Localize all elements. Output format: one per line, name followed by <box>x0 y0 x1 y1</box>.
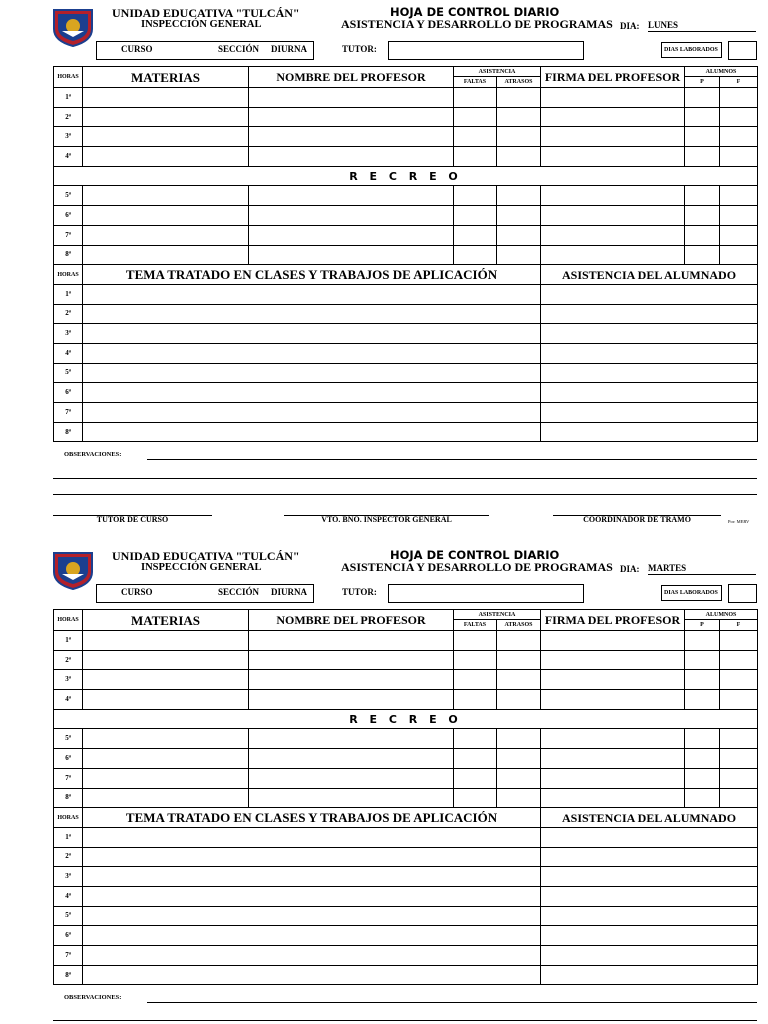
department-name: INSPECCIÓN GENERAL <box>141 562 262 573</box>
course-label: CURSO <box>121 587 153 597</box>
hour-label: 8ª <box>54 965 83 985</box>
schedule-table <box>53 609 758 985</box>
hour-label: 6ª <box>54 383 83 403</box>
col-horas: HORAS <box>54 67 83 88</box>
table-row[interactable] <box>54 343 758 363</box>
col-profesor: NOMBRE DEL PROFESOR <box>249 67 454 88</box>
days-worked-label: DIAS LABORADOS <box>664 590 718 596</box>
col-horas: HORAS <box>54 610 83 631</box>
table-row[interactable] <box>54 886 758 906</box>
hour-label: 4ª <box>54 886 83 906</box>
tutor-field[interactable] <box>388 584 584 603</box>
table-row[interactable] <box>54 847 758 867</box>
col-f: F <box>720 77 758 88</box>
col-asistencia: ASISTENCIA <box>454 610 541 620</box>
col-horas-2: HORAS <box>54 808 83 828</box>
hour-label: 5ª <box>54 906 83 926</box>
school-name: UNIDAD EDUCATIVA "TULCÁN" <box>112 549 300 563</box>
col-alumnos: ALUMNOS <box>685 610 758 620</box>
col-atrasos: ATRASOS <box>497 620 541 631</box>
hour-label: 1ª <box>54 631 83 651</box>
table-row[interactable] <box>54 867 758 887</box>
table-row[interactable] <box>54 788 758 808</box>
school-seal-logo <box>52 550 94 590</box>
hour-label: 5ª <box>54 729 83 749</box>
author-note: Por: MERV <box>728 519 750 524</box>
course-label: CURSO <box>121 44 153 54</box>
col-materias: MATERIAS <box>83 67 249 88</box>
days-worked-label-box <box>661 585 722 601</box>
col-atrasos: ATRASOS <box>497 77 541 88</box>
hour-label: 7ª <box>54 403 83 423</box>
days-worked-field[interactable] <box>728 584 757 603</box>
day-label: DIA: <box>620 21 640 31</box>
hour-label: 1ª <box>54 284 83 304</box>
hour-label: 4ª <box>54 690 83 710</box>
form-title: HOJA DE CONTROL DIARIO <box>390 5 560 19</box>
day-label: DIA: <box>620 564 640 574</box>
table-row[interactable] <box>54 422 758 442</box>
col-f: F <box>720 620 758 631</box>
table-row[interactable] <box>54 965 758 985</box>
table-row[interactable] <box>54 245 758 265</box>
hour-label: 2ª <box>54 304 83 324</box>
col-alumnos: ALUMNOS <box>685 67 758 77</box>
hour-label: 2ª <box>54 650 83 670</box>
coordinador-label: COORDINADOR DE TRAMO <box>583 515 691 524</box>
table-row[interactable] <box>54 690 758 710</box>
col-materias: MATERIAS <box>83 610 249 631</box>
control-sheet-martes <box>0 543 768 1024</box>
hour-label: 8ª <box>54 422 83 442</box>
observaciones-line[interactable] <box>147 1002 757 1003</box>
table-row[interactable] <box>54 304 758 324</box>
hour-label: 3ª <box>54 670 83 690</box>
observaciones-label: OBSERVACIONES: <box>64 994 122 1001</box>
table-row[interactable] <box>54 670 758 690</box>
col-firma: FIRMA DEL PROFESOR <box>541 610 685 631</box>
hour-label: 2ª <box>54 847 83 867</box>
department-name: INSPECCIÓN GENERAL <box>141 19 262 30</box>
table-row[interactable] <box>54 88 758 108</box>
form-title: HOJA DE CONTROL DIARIO <box>390 548 560 562</box>
section-label: SECCIÓN <box>218 587 260 597</box>
tutor-curso-label: TUTOR DE CURSO <box>96 515 169 524</box>
col-tema: TEMA TRATADO EN CLASES Y TRABAJOS DE APLICACIÓN <box>83 808 541 828</box>
section-value: DIURNA <box>271 44 307 54</box>
day-value[interactable]: LUNES <box>648 20 756 32</box>
course-section-box[interactable] <box>96 584 314 603</box>
hour-label: 3ª <box>54 324 83 344</box>
tutor-field[interactable] <box>388 41 584 60</box>
hour-label: 4ª <box>54 343 83 363</box>
table-row[interactable] <box>54 363 758 383</box>
hour-label: 5ª <box>54 363 83 383</box>
table-row[interactable] <box>54 324 758 344</box>
observaciones-line[interactable] <box>53 494 757 495</box>
table-row[interactable] <box>54 403 758 423</box>
day-value[interactable]: MARTES <box>648 563 756 575</box>
hour-label: 5ª <box>54 186 83 206</box>
inspector-label: VTO. BNO. INSPECTOR GENERAL <box>321 515 452 524</box>
form-subtitle: ASISTENCIA Y DESARROLLO DE PROGRAMAS <box>341 17 613 31</box>
col-p: P <box>685 620 720 631</box>
table-row[interactable] <box>54 749 758 769</box>
table-row[interactable] <box>54 631 758 651</box>
tutor-label: TUTOR: <box>342 587 377 597</box>
hour-label: 7ª <box>54 225 83 245</box>
table-row[interactable] <box>54 827 758 847</box>
hour-label: 6ª <box>54 206 83 226</box>
table-row[interactable] <box>54 383 758 403</box>
table-row[interactable] <box>54 107 758 127</box>
table-row[interactable] <box>54 284 758 304</box>
hour-label: 1ª <box>54 827 83 847</box>
hour-label: 8ª <box>54 245 83 265</box>
col-p: P <box>685 77 720 88</box>
hour-label: 7ª <box>54 768 83 788</box>
course-section-box[interactable] <box>96 41 314 60</box>
table-row[interactable] <box>54 206 758 226</box>
observaciones-line[interactable] <box>147 459 757 460</box>
hour-label: 1ª <box>54 88 83 108</box>
school-name: UNIDAD EDUCATIVA "TULCÁN" <box>112 6 300 20</box>
section-value: DIURNA <box>271 587 307 597</box>
hour-label: 6ª <box>54 749 83 769</box>
table-row[interactable] <box>54 729 758 749</box>
hour-label: 7ª <box>54 946 83 966</box>
table-row[interactable] <box>54 147 758 167</box>
table-row[interactable] <box>54 926 758 946</box>
observaciones-line[interactable] <box>53 1020 757 1021</box>
col-asistencia: ASISTENCIA <box>454 67 541 77</box>
section-label: SECCIÓN <box>218 44 260 54</box>
schedule-table <box>53 66 758 442</box>
col-tema: TEMA TRATADO EN CLASES Y TRABAJOS DE APLICACIÓN <box>83 265 541 285</box>
table-row[interactable] <box>54 650 758 670</box>
tutor-label: TUTOR: <box>342 44 377 54</box>
hour-label: 8ª <box>54 788 83 808</box>
observaciones-line[interactable] <box>53 478 757 479</box>
col-faltas: FALTAS <box>454 620 497 631</box>
col-profesor: NOMBRE DEL PROFESOR <box>249 610 454 631</box>
col-asistencia-alumnado: ASISTENCIA DEL ALUMNADO <box>541 808 758 828</box>
col-firma: FIRMA DEL PROFESOR <box>541 67 685 88</box>
hour-label: 4ª <box>54 147 83 167</box>
table-row[interactable] <box>54 127 758 147</box>
observaciones-label: OBSERVACIONES: <box>64 451 122 458</box>
school-seal-logo <box>52 7 94 47</box>
table-row[interactable] <box>54 186 758 206</box>
col-horas-2: HORAS <box>54 265 83 285</box>
form-subtitle: ASISTENCIA Y DESARROLLO DE PROGRAMAS <box>341 560 613 574</box>
days-worked-label: DIAS LABORADOS <box>664 47 718 53</box>
recess-row: R E C R E O <box>54 166 758 186</box>
hour-label: 3ª <box>54 127 83 147</box>
hour-label: 2ª <box>54 107 83 127</box>
recess-row: R E C R E O <box>54 709 758 729</box>
hour-label: 3ª <box>54 867 83 887</box>
table-row[interactable] <box>54 946 758 966</box>
table-row[interactable] <box>54 906 758 926</box>
col-faltas: FALTAS <box>454 77 497 88</box>
days-worked-field[interactable] <box>728 41 757 60</box>
hour-label: 6ª <box>54 926 83 946</box>
table-row[interactable] <box>54 225 758 245</box>
days-worked-label-box <box>661 42 722 58</box>
col-asistencia-alumnado: ASISTENCIA DEL ALUMNADO <box>541 265 758 285</box>
table-row[interactable] <box>54 768 758 788</box>
